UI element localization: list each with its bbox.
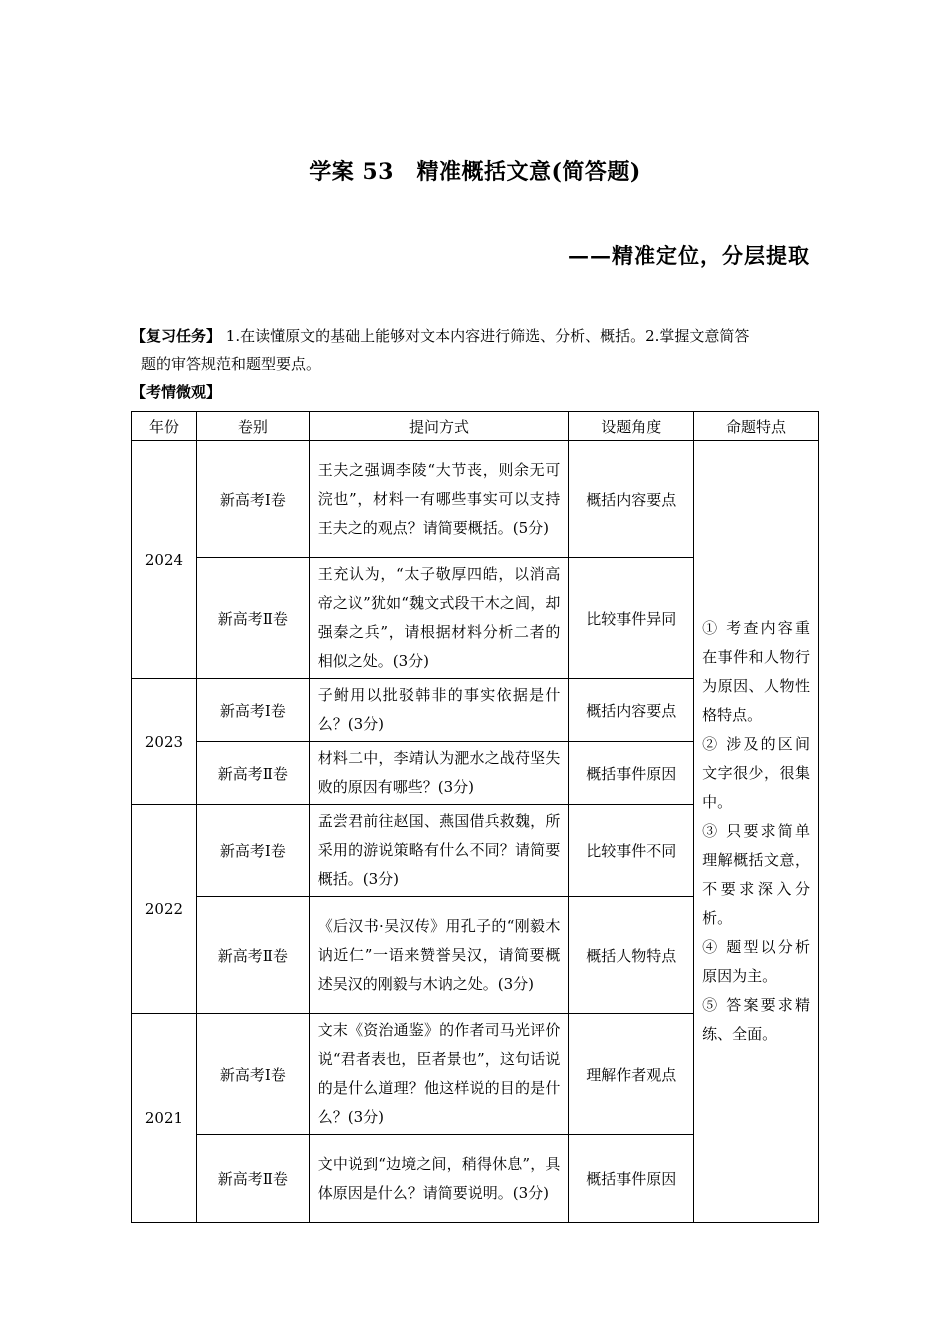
angle-cell: 比较事件不同 [569, 805, 694, 897]
paper-cell: 新高考Ⅰ卷 [196, 805, 309, 897]
angle-cell: 概括内容要点 [569, 441, 694, 558]
header-paper: 卷别 [196, 412, 309, 441]
paper-cell: 新高考Ⅱ卷 [196, 897, 309, 1014]
paper-cell: 新高考Ⅱ卷 [196, 558, 309, 679]
question-cell: 子鲋用以批驳韩非的事实依据是什么？(3分) [309, 679, 569, 742]
year-cell: 2024 [132, 441, 197, 679]
paper-cell: 新高考Ⅰ卷 [196, 1014, 309, 1135]
feature-item: ① 考查内容重在事件和人物行为原因、人物性格特点。 [702, 619, 810, 724]
paper-cell: 新高考Ⅰ卷 [196, 441, 309, 558]
feature-item: ③ 只要求简单理解概括文意，不要求深入分析。 [702, 822, 810, 927]
year-cell: 2023 [132, 679, 197, 805]
angle-cell: 概括事件原因 [569, 1135, 694, 1223]
review-task-text-line1: 1.在读懂原文的基础上能够对文本内容进行筛选、分析、概括。2.掌握文意简答 [225, 327, 750, 345]
review-task [131, 322, 821, 378]
feature-item: ④ 题型以分析原因为主。 [702, 938, 810, 985]
exam-table [131, 411, 819, 1223]
question-cell: 王夫之强调李陵“大节丧，则余无可浣也”，材料一有哪些事实可以支持王夫之的观点？请简要概括。(5分) [309, 441, 569, 558]
feature-item: ② 涉及的区间文字很少，很集中。 [702, 735, 810, 811]
review-task-text-line2: 题的审答规范和题型要点。 [141, 355, 322, 373]
feature-item: ⑤ 答案要求精练、全面。 [702, 996, 810, 1043]
paper-cell: 新高考Ⅰ卷 [196, 679, 309, 742]
question-cell: 王充认为，“太子敬厚四皓，以消高帝之议”犹如“魏文式段干木之闾，却强秦之兵”，请根据材料分析二者的相似之处。(3分) [309, 558, 569, 679]
header-question: 提问方式 [309, 412, 569, 441]
angle-cell: 概括人物特点 [569, 897, 694, 1014]
exam-section-label: 【考情微观】 [131, 383, 222, 401]
angle-cell: 概括内容要点 [569, 679, 694, 742]
table-row [132, 441, 819, 558]
year-cell: 2021 [132, 1014, 197, 1223]
header-angle: 设题角度 [569, 412, 694, 441]
question-cell: 材料二中，李靖认为淝水之战苻坚失败的原因有哪些？(3分) [309, 742, 569, 805]
table-header-row [132, 412, 819, 441]
angle-cell: 理解作者观点 [569, 1014, 694, 1135]
angle-cell: 概括事件原因 [569, 742, 694, 805]
header-year: 年份 [132, 412, 197, 441]
question-cell: 文末《资治通鉴》的作者司马光评价说“君者表也，臣者景也”，这句话说的是什么道理？他这样说的目的是什么？(3分) [309, 1014, 569, 1135]
review-task-label: 【复习任务】 [131, 327, 222, 345]
question-cell: 孟尝君前往赵国、燕国借兵救魏，所采用的游说策略有什么不同？请简要概括。(3分) [309, 805, 569, 897]
year-cell: 2022 [132, 805, 197, 1014]
question-cell: 《后汉书·吴汉传》用孔子的“刚毅木讷近仁”一语来赞誉吴汉，请简要概述吴汉的刚毅与木讷之处。(3分) [309, 897, 569, 1014]
paper-cell: 新高考Ⅱ卷 [196, 742, 309, 805]
angle-cell: 比较事件异同 [569, 558, 694, 679]
question-cell: 文中说到“边境之间，稍得休息”，具体原因是什么？请简要说明。(3分) [309, 1135, 569, 1223]
page-title: 学案 53 精准概括文意(简答题) [309, 159, 641, 185]
page-subtitle: ——精准定位，分层提取 [568, 243, 810, 268]
paper-cell: 新高考Ⅱ卷 [196, 1135, 309, 1223]
features-cell [694, 441, 819, 1223]
header-features: 命题特点 [694, 412, 819, 441]
